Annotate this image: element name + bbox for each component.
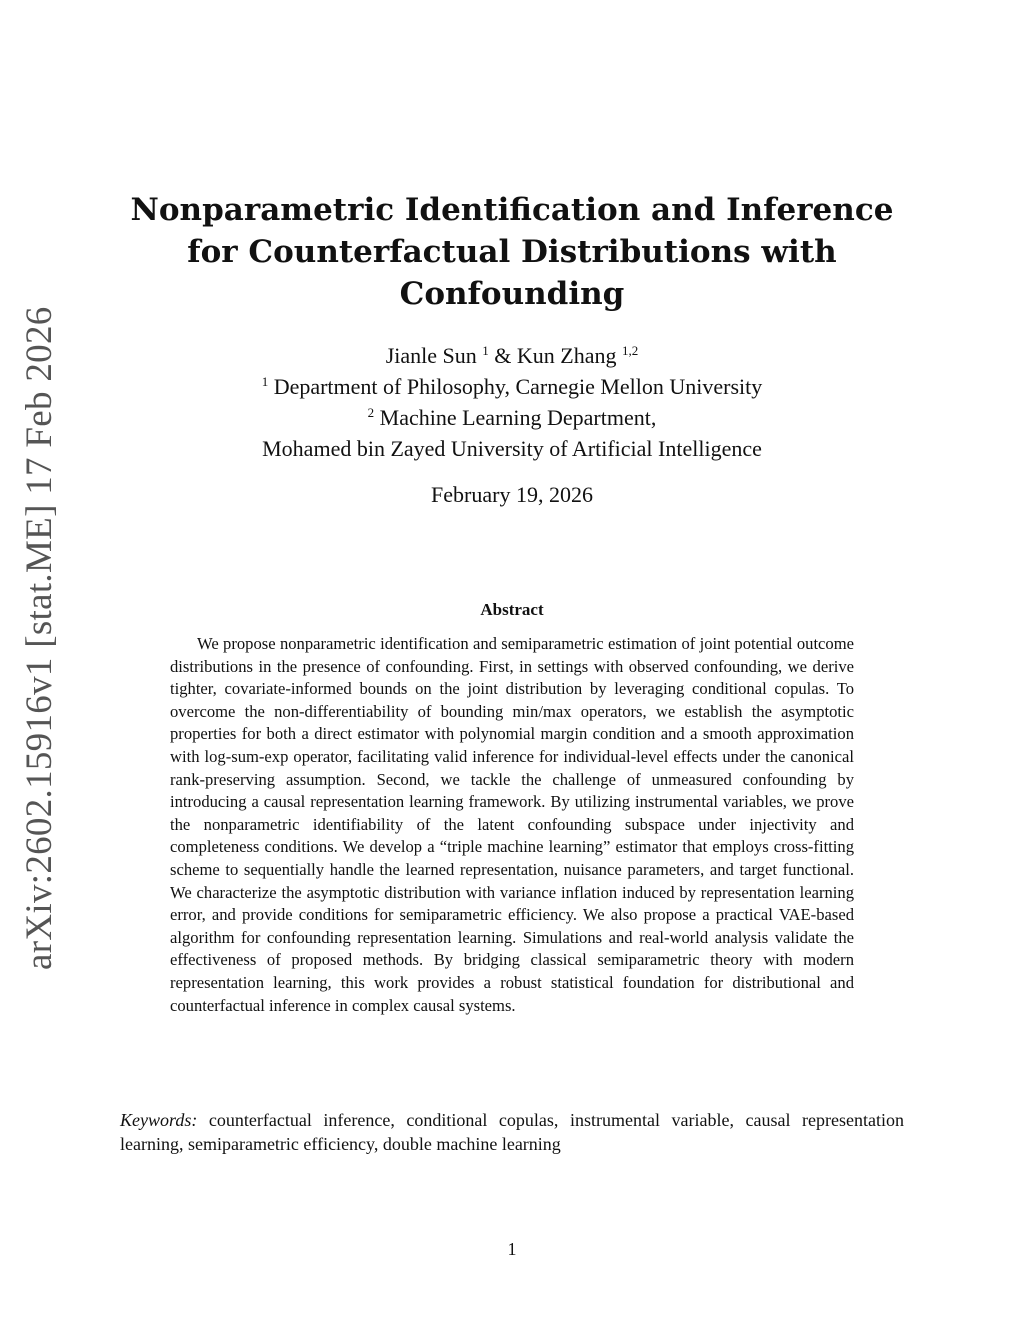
author-conjunction: & [494,343,512,368]
keywords-text: counterfactual inference, conditional copulas, instrumental variable, causal representation learning, semiparametric efficiency, double machine learning [120,1110,904,1154]
title-line-3: Confounding [399,276,625,312]
author-block [120,340,904,464]
arxiv-identifier-stamp: arXiv:2602.15916v1 [stat.ME] 17 Feb 2026 [19,306,60,970]
abstract-heading: Abstract [480,600,544,619]
publication-date: February 19, 2026 [431,482,593,507]
author-list [120,340,904,371]
affiliation-text: Department of Philosophy, Carnegie Mellon University [273,374,763,399]
abstract-text: We propose nonparametric identification and semiparametric estimation of joint potential outcome distributions in the presence of confounding. First, in settings with observed confounding, we derive tighter, covariate-informed bounds on the joint distribution by leveraging conditional copulas. To overcome the non-differentiability of bounding min/max operators, we establish the asymptotic properties for both a direct estimator with polynomial margin condition and a smooth approximation with log-sum-exp operator, facilitating valid inference for individual-level effects under the canonical rank-preserving assumption. Second, we tackle the challenge of unmeasured confounding by introducing a causal representation learning framework. By utilizing instrumental variables, we prove the nonparametric identifiability of the latent confounding subspace under injectivity and completeness conditions. We develop a “triple machine learning” estimator that employs cross-fitting scheme to sequentially handle the learned representation, nuisance parameters, and target functional. We characterize the asymptotic distribution with variance inflation induced by representation learning error, and provide conditions for semiparametric efficiency. We also propose a practical VAE-based algorithm for confounding representation learning. Simulations and real-world analysis validate the effectiveness of proposed methods. By bridging classical semiparametric theory with modern representation learning, this work provides a robust statistical foundation for distributional and counterfactual inference in complex causal systems. [170,634,854,1015]
author-affiliation-mark: 1,2 [622,343,639,358]
affiliation-mark: 1 [261,374,269,389]
keywords-label: Keywords: [120,1110,198,1130]
affiliation-1 [120,371,904,402]
keywords [120,1108,904,1156]
title-line-2: for Counterfactual Distributions with [187,234,837,270]
author-name: Jianle Sun [385,343,477,368]
title-line-1: Nonparametric Identification and Inference [130,192,894,228]
affiliation-2-continued [120,433,904,464]
affiliation-mark: 2 [367,405,375,420]
affiliation-2 [120,402,904,433]
paper-title [120,189,904,315]
affiliation-text: Machine Learning Department, [379,405,657,430]
affiliation-text: Mohamed bin Zayed University of Artificial Intelligence [262,436,762,461]
author-affiliation-mark: 1 [482,343,489,358]
author-name: Kun Zhang [516,343,617,368]
page-number: 1 [507,1239,517,1259]
